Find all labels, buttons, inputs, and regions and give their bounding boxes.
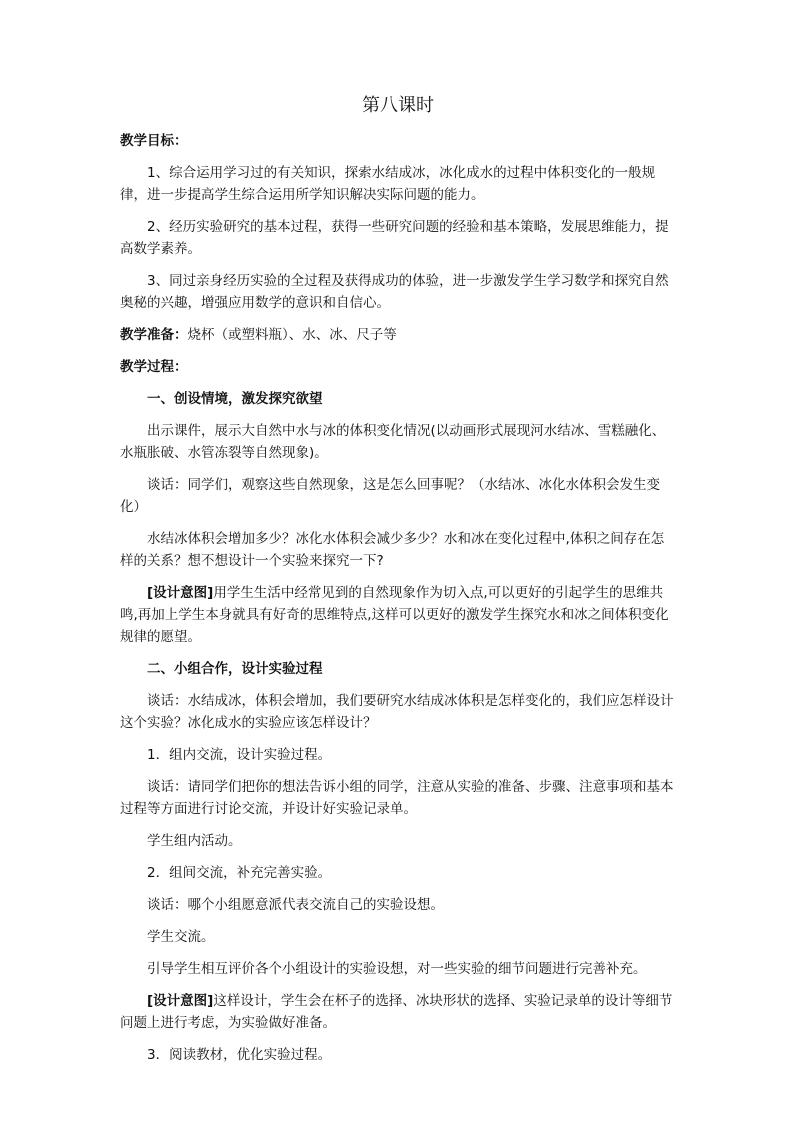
prep-label: 教学准备：: [120, 327, 188, 343]
goal-2: 2、经历实验研究的基本过程，获得一些研究问题的经验和基本策略，发展思维能力，提高数学素养。: [120, 219, 669, 257]
design-intent-1: [120, 582, 676, 648]
document-page: [120, 92, 676, 1076]
prep-line: [120, 324, 676, 346]
section-2-paragraph-2: 1．组内交流，设计实验过程。: [147, 747, 332, 763]
page-title: 第八课时: [362, 95, 434, 116]
goal-1: 1、综合运用学习过的有关知识，探索水结成冰，冰化成水的过程中体积变化的一般规律，进一步提高学生综合运用所学知识解决实际问题的能力。: [120, 165, 656, 203]
section-2-paragraph-9: 3．阅读教材，优化实验过程。: [147, 1047, 332, 1063]
goals-heading: 教学目标：: [120, 133, 188, 149]
section-2-paragraph-8: 引导学生相互评价各个小组设计的实验设想，对一些实验的细节问题进行完善补充。: [147, 961, 647, 977]
section-2-paragraph-4: 学生组内活动。: [147, 833, 242, 849]
goal-3: 3、同过亲身经历实验的全过程及获得成功的体验，进一步激发学生学习数学和探究自然奥秘的兴趣，增强应用数学的意识和自信心。: [120, 273, 669, 311]
section-2-paragraph-1: 谈话：水结成冰，体积会增加，我们要研究水结成冰体积是怎样变化的，我们应怎样设计这个实验？冰化成水的实验应该怎样设计？: [120, 693, 674, 731]
section-1-paragraph-1: 出示课件，展示大自然中水与冰的体积变化情况(以动画形式展现河水结冰、雪糕融化、水瓶胀破、水管冻裂等自然现象)。: [120, 423, 666, 461]
section-2-paragraph-5: 2．组间交流，补充完善实验。: [147, 865, 332, 881]
design-intent-text: 这样设计，学生会在杯子的选择、冰块形状的选择、实验记录单的设计等细节问题上进行考虑，为实验做好准备。: [120, 993, 673, 1031]
prep-text: 烧杯（或塑料瓶）、水、冰、尺子等: [187, 327, 397, 343]
section-1-heading: 一、创设情境，激发探究欲望: [147, 391, 323, 407]
design-intent-text: 用学生生活中经常见到的自然现象作为切入点,可以更好的引起学生的思维共鸣,再加上学生本身就具有好奇的思维特点,这样可以更好的激发学生探究水和冰之间体积变化规律的愿望。: [120, 585, 669, 645]
section-2-heading: 二、小组合作，设计实验过程: [147, 661, 323, 677]
design-intent-tag: [设计意图]: [147, 585, 214, 601]
section-2-paragraph-7: 学生交流。: [147, 929, 215, 945]
process-heading: 教学过程：: [120, 359, 188, 375]
section-2-paragraph-3: 谈话：请同学们把你的想法告诉小组的同学，注意从实验的准备、步骤、注意事项和基本过程等方面进行讨论交流，并设计好实验记录单。: [120, 779, 674, 817]
design-intent-tag: [设计意图]: [147, 993, 214, 1009]
section-1-paragraph-2: 谈话：同学们，观察这些自然现象，这是怎么回事呢？（水结冰、冰化水体积会发生变化）: [120, 477, 660, 515]
section-2-paragraph-6: 谈话：哪个小组愿意派代表交流自己的实验设想。: [147, 897, 444, 913]
design-intent-2: [120, 990, 676, 1034]
section-1-paragraph-3: 水结冰体积会增加多少？冰化水体积会减少多少？水和冰在变化过程中,体积之间存在怎样的关系？想不想设计一个实验来探究一下?: [120, 531, 665, 569]
